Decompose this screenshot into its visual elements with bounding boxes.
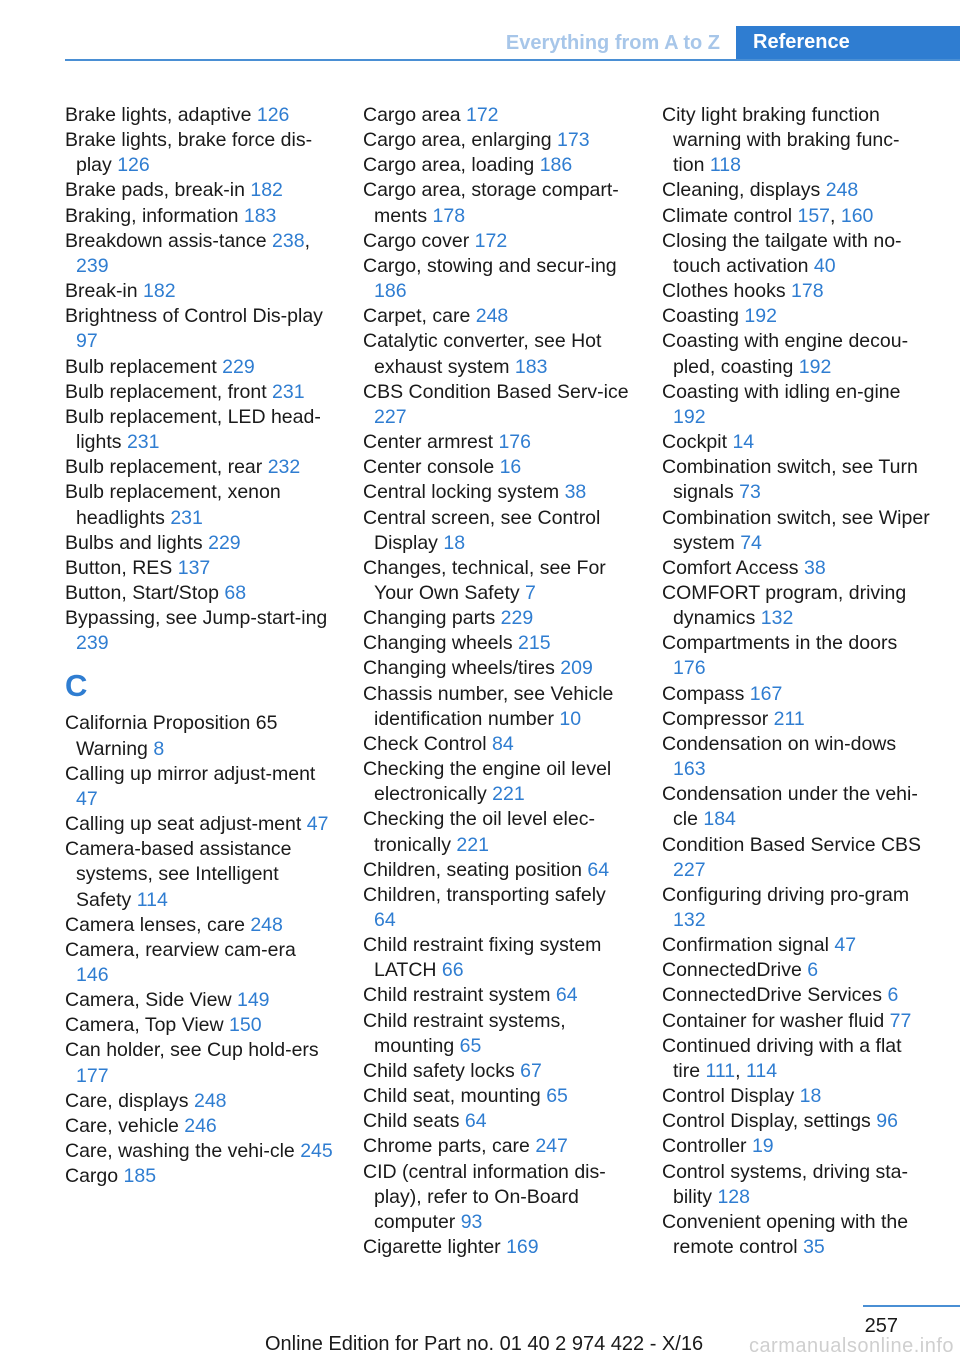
page-link[interactable]: 157 (797, 204, 831, 227)
index-term: Chassis number, see Vehicle identification number (363, 682, 614, 730)
index-entry (662, 506, 930, 556)
index-entry (65, 913, 333, 938)
index-term: California Proposition 65 Warning (65, 712, 278, 760)
page-link[interactable]: 7 (525, 581, 536, 604)
index-entry (363, 1134, 631, 1159)
page-link[interactable]: 77 (889, 1009, 912, 1032)
index-term: Checking the engine oil level electronically (363, 758, 612, 806)
index-entry (65, 355, 333, 380)
page-link[interactable]: 93 (460, 1210, 483, 1233)
page-link[interactable]: 221 (456, 833, 489, 856)
index-entry (65, 128, 333, 178)
index-term: Compass (662, 682, 750, 705)
page-link[interactable]: 248 (475, 305, 509, 328)
index-term: Comfort Access (662, 556, 804, 579)
index-term: CID (central information dis‐play), refer to On-Board computer (363, 1160, 606, 1233)
page-link[interactable]: 215 (518, 632, 551, 655)
page-link[interactable]: 185 (123, 1165, 157, 1188)
index-entry (363, 1235, 631, 1260)
page-link[interactable]: 96 (876, 1110, 898, 1133)
index-entry (65, 405, 333, 455)
index-entry (363, 883, 631, 933)
index-entry (363, 983, 631, 1008)
breadcrumb: Everything from A to Z (505, 32, 720, 54)
index-entry (363, 455, 631, 480)
page-link[interactable]: 66 (441, 959, 464, 982)
index-term: Children, seating position (363, 858, 588, 881)
index-term: Closing the tailgate with no-touch activation (662, 229, 902, 277)
index-entry (662, 279, 930, 304)
index-term: Cleaning, displays (662, 179, 826, 202)
index-entry (65, 988, 333, 1013)
index-entry (65, 1114, 333, 1139)
index-entry (662, 833, 930, 883)
page-link[interactable]: 186 (539, 154, 573, 177)
index-entry (662, 1109, 930, 1134)
index-entry (662, 933, 930, 958)
index-entry (363, 178, 631, 228)
index-term: Control systems, driving sta‐bility (662, 1160, 908, 1208)
index-term: Coasting (662, 305, 745, 328)
index-entry (363, 1009, 631, 1059)
index-term: Climate control (662, 204, 798, 227)
index-term: Camera, Side View (65, 989, 237, 1012)
index-term: Confirmation signal (662, 934, 835, 957)
index-entry (65, 837, 333, 912)
page-link[interactable]: 239 (76, 254, 109, 277)
index-term: Changes, technical, see For Your Own Safety (363, 556, 606, 604)
index-term: Container for washer fluid (662, 1009, 890, 1032)
index-term: Children, transporting safely (363, 883, 606, 906)
index-entry (65, 380, 333, 405)
index-term: Continued driving with a flat tire (662, 1034, 902, 1082)
page-link[interactable]: 65 (546, 1085, 568, 1108)
index-term: Checking the oil level elec‐tronically (363, 808, 595, 856)
index-entry (662, 782, 930, 832)
index-entry (363, 1084, 631, 1109)
index-term: Bulb replacement, LED head‐lights (65, 405, 321, 454)
index-term: Care, washing the vehi‐cle (65, 1140, 301, 1163)
page-link[interactable]: 114 (136, 888, 168, 911)
page-link[interactable]: 18 (799, 1085, 822, 1108)
index-entry (65, 1013, 333, 1038)
index-term: Control Display (662, 1085, 800, 1108)
index-term: Brake pads, break-in (65, 179, 251, 202)
index-term: Bulb replacement (65, 355, 223, 378)
index-term: CBS Condition Based Serv‐ice (363, 380, 629, 403)
index-entry (65, 279, 333, 304)
page-link[interactable]: 18 (443, 531, 466, 554)
index-entry (65, 556, 333, 581)
page-link[interactable]: 192 (673, 405, 706, 428)
index-entry (363, 606, 631, 631)
page-link[interactable]: 172 (465, 104, 499, 126)
index-term: Bulb replacement, rear (65, 456, 268, 479)
index-term: Bulb replacement, front (65, 380, 273, 403)
index-term: Cargo, stowing and secur‐ing (363, 254, 617, 277)
index-entry (363, 480, 631, 505)
index-entry (363, 229, 631, 254)
index-term: Center armrest (363, 431, 499, 454)
page-link[interactable]: 128 (717, 1185, 750, 1208)
page-link[interactable]: 47 (306, 813, 329, 836)
index-term: Carpet, care (363, 305, 476, 328)
index-term: Break-in (65, 280, 144, 303)
index-term: Check Control (363, 732, 492, 755)
page-link[interactable]: 229 (208, 531, 241, 554)
index-entry (363, 556, 631, 606)
index-entry (662, 380, 930, 430)
index-entry (662, 1009, 930, 1034)
page-link[interactable]: 173 (557, 129, 590, 152)
index-term: Configuring driving pro‐gram (662, 883, 910, 906)
page-link[interactable]: 227 (374, 405, 407, 428)
index-entry (65, 606, 333, 656)
index-term: Cargo area, enlarging (363, 129, 558, 152)
page-link[interactable]: 229 (500, 607, 534, 630)
index-term: Braking, information (65, 204, 244, 227)
page-link[interactable]: 6 (807, 959, 819, 982)
index-term: Breakdown assis‐tance (65, 229, 273, 252)
page-link[interactable]: 246 (184, 1114, 217, 1137)
index-term: Calling up mirror adjust‐ment (65, 762, 316, 785)
index-entry (662, 1134, 930, 1159)
page-link[interactable]: 35 (803, 1236, 825, 1259)
index-term: Cargo area, storage compart‐ments (363, 179, 619, 227)
index-entry (662, 103, 930, 178)
index-term: City light braking function warning with braking func‐tion (662, 104, 900, 177)
index-term: Chrome parts, care (363, 1135, 536, 1158)
page-link[interactable]: 84 (491, 732, 514, 755)
index-entry (363, 430, 631, 455)
index-entry (363, 304, 631, 329)
page-link[interactable]: 150 (229, 1014, 262, 1037)
page-header (65, 26, 960, 61)
page-link[interactable]: 65 (459, 1034, 482, 1057)
page-link[interactable]: 114 (746, 1059, 778, 1082)
index-entry: Continued driving with a flat tire 111, 114 (662, 1034, 902, 1082)
index-entry (363, 1160, 631, 1235)
index-entry (363, 631, 631, 656)
index-term: Compressor (662, 707, 774, 730)
index-entry (363, 933, 631, 983)
page-link[interactable]: 64 (555, 984, 578, 1007)
index-term: Convenient opening with the remote control (662, 1210, 909, 1259)
page-link[interactable]: 67 (520, 1059, 542, 1082)
page-link[interactable]: 231 (126, 431, 160, 454)
index-entry (363, 682, 631, 732)
index-term: Central locking system (363, 481, 565, 504)
page-link[interactable]: 245 (300, 1140, 333, 1163)
index-term: Camera, Top View (65, 1014, 230, 1037)
header-divider (65, 59, 960, 61)
index-term: Catalytic converter, see Hot exhaust system (363, 330, 602, 378)
index-term: Bulb replacement, xenon headlights (65, 481, 281, 529)
index-entry (662, 229, 930, 279)
index-entry (662, 455, 930, 505)
page-link[interactable]: 74 (740, 531, 762, 554)
index-term: Cargo area (363, 104, 466, 126)
index-entry (363, 128, 631, 153)
index-term: Cargo cover (363, 229, 475, 252)
index-entry (65, 304, 333, 354)
index-term: Button, RES (65, 556, 178, 579)
index-term: Coasting with engine decou‐pled, coasting (662, 330, 909, 378)
index-entry (65, 1164, 333, 1189)
index-term: Calling up seat adjust‐ment (65, 813, 307, 836)
index-term: ConnectedDrive Services (662, 984, 888, 1007)
page-link[interactable]: 192 (744, 305, 777, 328)
index-term: Center console (363, 456, 500, 479)
index-term: Camera, rearview cam‐era (65, 938, 296, 961)
index-entry (65, 1139, 333, 1164)
index-entry (662, 430, 930, 455)
page-link[interactable]: 167 (749, 682, 783, 705)
index-entry (65, 455, 333, 480)
footer-divider (863, 1305, 960, 1307)
index-term: COMFORT program, driving dynamics (662, 581, 907, 630)
section-tab: Reference (736, 26, 960, 61)
page-link[interactable]: 184 (703, 808, 736, 831)
index-entry (662, 1084, 930, 1109)
page-link[interactable]: 47 (834, 934, 857, 957)
page-link[interactable]: 6 (887, 984, 899, 1007)
index-term: Condensation under the vehi‐cle (662, 783, 918, 831)
index-entry (662, 556, 930, 581)
index-term: Button, Start/Stop (65, 581, 225, 604)
index-entry (65, 711, 333, 761)
index-term: Coasting with idling en‐gine (662, 380, 901, 403)
page-link[interactable]: 126 (256, 104, 290, 126)
index-term: Brake lights, adaptive (65, 104, 257, 126)
index-term: Care, vehicle (65, 1114, 185, 1137)
index-entry (363, 254, 631, 304)
index-entry (363, 656, 631, 681)
page-link[interactable]: 14 (732, 431, 755, 454)
index-term: Child restraint systems, mounting (363, 1009, 566, 1057)
index-entry (65, 178, 333, 203)
page-link[interactable]: 192 (798, 355, 832, 378)
index-term: Cargo area, loading (363, 154, 540, 177)
page-link[interactable]: 64 (464, 1110, 487, 1133)
page-link[interactable]: 146 (76, 964, 109, 986)
page-link[interactable]: 19 (751, 1135, 774, 1158)
page-link[interactable]: 231 (170, 506, 203, 529)
page-link[interactable]: 182 (250, 179, 283, 202)
index-entry (363, 506, 631, 556)
index-entry (65, 531, 333, 556)
index-term: Compartments in the doors (662, 632, 898, 655)
index-entry (363, 380, 631, 430)
index-entry (662, 1160, 930, 1210)
page-link[interactable]: 232 (267, 456, 301, 479)
index-term: Changing wheels (363, 632, 519, 655)
index-term: Combination switch, see Turn signals (662, 456, 918, 504)
page-link[interactable]: 238 (272, 229, 305, 252)
page-link[interactable]: 38 (803, 556, 826, 579)
page-link[interactable]: 248 (250, 913, 283, 936)
index-term: Control Display, settings (662, 1110, 877, 1133)
page-link[interactable]: 68 (224, 581, 247, 604)
page-link[interactable]: 229 (222, 355, 255, 378)
index-entry (65, 1038, 333, 1088)
page-number: 257 (864, 1315, 898, 1337)
page-link[interactable]: 132 (673, 909, 706, 931)
page-link[interactable]: 231 (272, 380, 305, 403)
page-link[interactable]: 137 (177, 556, 211, 579)
index-term: Changing parts (363, 607, 501, 630)
index-letter-heading: C (65, 668, 88, 704)
index-term: Clothes hooks (662, 280, 791, 303)
page-link[interactable]: 248 (193, 1089, 227, 1112)
index-entry (662, 178, 930, 203)
index-term: Camera lenses, care (65, 913, 251, 936)
page-link[interactable]: 97 (76, 330, 98, 353)
page-link[interactable]: 126 (117, 154, 150, 177)
index-entry (662, 682, 930, 707)
page-link[interactable]: 149 (236, 989, 270, 1012)
page-link[interactable]: 118 (709, 154, 741, 177)
index-entry (662, 883, 930, 933)
index-term: Controller (662, 1135, 752, 1158)
page-link[interactable]: 239 (76, 632, 109, 655)
index-term: Child restraint fixing system LATCH (363, 934, 602, 982)
index-entry (662, 581, 930, 631)
index-term: Cockpit (662, 431, 733, 454)
index-term: Condition Based Service CBS (662, 833, 922, 856)
index-term: Child restraint system (363, 984, 556, 1007)
index-entry (363, 858, 631, 883)
index-term: Bypassing, see Jump-start‐ing (65, 607, 328, 630)
index-entry (662, 983, 930, 1008)
index-entry (363, 757, 631, 807)
index-column-3 (662, 103, 930, 1260)
page-link[interactable]: 8 (153, 737, 165, 760)
edition-note: Online Edition for Part no. 01 40 2 974 422 - X/16 (265, 1333, 704, 1355)
index-entry (65, 480, 333, 530)
watermark: carmanualsonline.info (748, 1335, 954, 1357)
page-link[interactable]: 177 (76, 1064, 109, 1087)
index-entry (65, 812, 333, 837)
index-term: ConnectedDrive (662, 959, 808, 982)
index-entry (662, 329, 930, 379)
index-entry (363, 103, 631, 128)
page-link[interactable]: 227 (673, 858, 706, 881)
index-entry (65, 581, 333, 606)
page-link[interactable]: 186 (374, 280, 407, 303)
page-link[interactable]: 160 (840, 204, 874, 227)
index-term: Care, displays (65, 1089, 194, 1112)
index-term: Changing wheels/tires (363, 657, 561, 680)
page-link[interactable]: 73 (739, 481, 761, 504)
page-link[interactable]: 182 (143, 280, 176, 303)
index-entry (363, 1109, 631, 1134)
page-link[interactable]: 64 (374, 909, 396, 931)
index-term: Bulbs and lights (65, 531, 209, 554)
page-link[interactable]: 183 (514, 355, 548, 378)
index-entry (363, 1059, 631, 1084)
index-column-2 (363, 103, 631, 1260)
page-link[interactable]: 248 (825, 179, 859, 202)
index-entry (363, 732, 631, 757)
index-term: Brightness of Control Dis‐play (65, 305, 323, 328)
index-term: Condensation on win‐dows (662, 732, 897, 755)
index-entry (65, 204, 333, 229)
index-entry (662, 304, 930, 329)
page-link[interactable]: 111 (705, 1059, 736, 1082)
index-entry (662, 707, 930, 732)
page-link[interactable]: 40 (813, 254, 836, 277)
page-link[interactable]: 163 (673, 758, 706, 781)
index-entry (662, 1210, 930, 1260)
page-link[interactable]: 64 (587, 858, 610, 881)
page-link[interactable]: 172 (474, 229, 508, 252)
index-term: Cigarette lighter (363, 1236, 507, 1259)
index-term: Combination switch, see Wiper system (662, 506, 930, 554)
index-term: Child seat, mounting (363, 1085, 547, 1108)
page-link[interactable]: 247 (535, 1135, 568, 1158)
index-entry (65, 762, 333, 812)
index-term: Camera-based assistance systems, see Intelligent Safety (65, 838, 292, 911)
page-link[interactable]: 221 (492, 783, 525, 806)
index-term: Brake lights, brake force dis‐play (65, 129, 313, 177)
page-link[interactable]: 176 (498, 431, 531, 454)
index-entry (65, 103, 333, 128)
page-link[interactable]: 178 (432, 204, 466, 227)
index-entry (363, 153, 631, 178)
index-entry (363, 807, 631, 857)
index-column-1 (65, 103, 333, 1189)
index-entry: Breakdown assis‐tance 238, 239 (65, 229, 310, 277)
index-term: Child safety locks (363, 1059, 521, 1082)
page-link[interactable]: 209 (560, 657, 593, 680)
page-link[interactable]: 132 (760, 607, 794, 630)
index-entry (65, 938, 333, 988)
index-entry (65, 1089, 333, 1114)
page-link[interactable]: 10 (559, 707, 582, 730)
index-entry (363, 329, 631, 379)
index-entry: Climate control 157, 160 (662, 204, 874, 227)
index-term: Cargo (65, 1165, 124, 1188)
index-entry (662, 732, 930, 782)
index-entry (662, 958, 930, 983)
index-term: Child seats (363, 1110, 465, 1133)
page-link[interactable]: 169 (506, 1236, 539, 1259)
page-link[interactable]: 178 (791, 280, 824, 303)
index-entry (662, 631, 930, 681)
page-link[interactable]: 176 (673, 657, 706, 680)
page-link[interactable]: 16 (499, 456, 522, 479)
index-term: Central screen, see Control Display (363, 506, 601, 554)
page-link[interactable]: 211 (773, 707, 805, 730)
page-link[interactable]: 183 (243, 204, 277, 227)
page-link[interactable]: 38 (564, 481, 587, 504)
index-term: Can holder, see Cup hold‐ers (65, 1039, 319, 1062)
page-link[interactable]: 47 (76, 787, 98, 810)
